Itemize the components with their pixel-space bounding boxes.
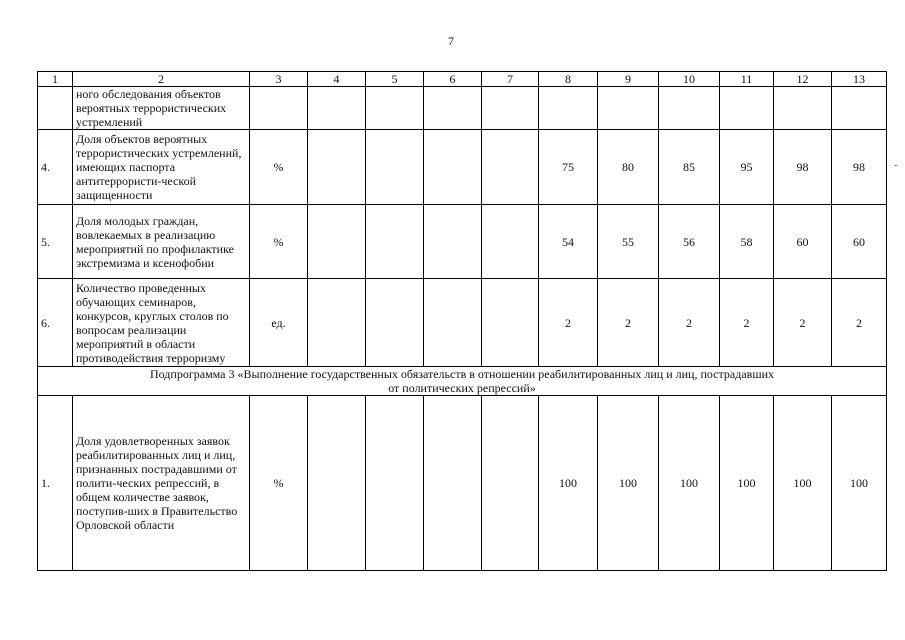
value-cell: 100 bbox=[539, 396, 598, 571]
col-header: 13 bbox=[832, 72, 887, 87]
col-header: 6 bbox=[424, 72, 482, 87]
col-header: 12 bbox=[774, 72, 832, 87]
value-cell: 75 bbox=[539, 130, 598, 205]
value-cell bbox=[482, 279, 539, 367]
row-number: 1. bbox=[38, 396, 73, 571]
table-row bbox=[38, 205, 887, 279]
unit-of-measure bbox=[250, 87, 308, 130]
indicator-name: Доля удовлетворенных заявок реабилитированных лиц и лиц, признанных пострадавшими от полити-ческих репрессий, в общем количестве заявок, поступив-ших в Правительство Орловской области bbox=[73, 396, 250, 571]
indicator-name: Количество проведенных обучающих семинаров, конкурсов, круглых столов по вопросам реализации мероприятий в области противодействия терроризму bbox=[73, 279, 250, 367]
col-header: 2 bbox=[73, 72, 250, 87]
indicator-name: Доля объектов вероятных террористических устремлений, имеющих паспорта антитеррористи-ческой защищенности bbox=[73, 130, 250, 205]
value-cell: 60 bbox=[774, 205, 832, 279]
unit-of-measure: % bbox=[250, 205, 308, 279]
value-cell bbox=[774, 87, 832, 130]
value-cell: 55 bbox=[598, 205, 659, 279]
value-cell bbox=[424, 87, 482, 130]
value-cell bbox=[366, 87, 424, 130]
value-cell bbox=[308, 396, 366, 571]
unit-of-measure: % bbox=[250, 130, 308, 205]
value-cell bbox=[539, 87, 598, 130]
col-header: 1 bbox=[38, 72, 73, 87]
col-header: 3 bbox=[250, 72, 308, 87]
col-header: 11 bbox=[720, 72, 774, 87]
table-row bbox=[38, 87, 887, 130]
value-cell: 80 bbox=[598, 130, 659, 205]
table-row bbox=[38, 279, 887, 367]
table-body-part2 bbox=[38, 396, 887, 571]
value-cell bbox=[366, 205, 424, 279]
subprogram-3-title bbox=[38, 367, 887, 396]
section-title-line1: Подпрограмма 3 «Выполнение государственных обязательств в отношении реабилитированных лиц и лиц, пострадавших bbox=[149, 367, 775, 381]
value-cell: 2 bbox=[832, 279, 887, 367]
value-cell bbox=[308, 87, 366, 130]
table-row bbox=[38, 130, 887, 205]
value-cell bbox=[308, 279, 366, 367]
value-cell bbox=[720, 87, 774, 130]
row-number: 4. bbox=[38, 130, 73, 205]
value-cell: 85 bbox=[659, 130, 720, 205]
table-row bbox=[38, 396, 887, 571]
value-cell bbox=[659, 87, 720, 130]
column-number-row bbox=[38, 72, 887, 87]
row-number: 6. bbox=[38, 279, 73, 367]
value-cell: 56 bbox=[659, 205, 720, 279]
col-header: 8 bbox=[539, 72, 598, 87]
value-cell: 2 bbox=[598, 279, 659, 367]
value-cell: 60 bbox=[832, 205, 887, 279]
value-cell: 54 bbox=[539, 205, 598, 279]
row-number bbox=[38, 87, 73, 130]
section-header-body bbox=[38, 367, 887, 396]
value-cell: 100 bbox=[720, 396, 774, 571]
value-cell: 2 bbox=[720, 279, 774, 367]
value-cell: 100 bbox=[598, 396, 659, 571]
value-cell bbox=[366, 279, 424, 367]
value-cell bbox=[308, 205, 366, 279]
table-body-part1 bbox=[38, 87, 887, 367]
value-cell: 100 bbox=[659, 396, 720, 571]
value-cell bbox=[424, 130, 482, 205]
value-cell: 2 bbox=[659, 279, 720, 367]
value-cell bbox=[366, 396, 424, 571]
value-cell bbox=[424, 279, 482, 367]
value-cell: 95 bbox=[720, 130, 774, 205]
value-cell: 100 bbox=[774, 396, 832, 571]
value-cell bbox=[832, 87, 887, 130]
indicator-name: ного обследования объектов вероятных террористических устремлений bbox=[73, 87, 250, 130]
section-row bbox=[38, 367, 887, 396]
col-header: 9 bbox=[598, 72, 659, 87]
value-cell bbox=[424, 396, 482, 571]
section-title-line2: от политических репрессий» bbox=[388, 381, 536, 395]
value-cell bbox=[482, 205, 539, 279]
col-header: 5 bbox=[366, 72, 424, 87]
value-cell: 58 bbox=[720, 205, 774, 279]
scan-mark: - bbox=[894, 160, 898, 171]
value-cell: 98 bbox=[832, 130, 887, 205]
col-header: 7 bbox=[482, 72, 539, 87]
value-cell bbox=[366, 130, 424, 205]
row-number: 5. bbox=[38, 205, 73, 279]
value-cell bbox=[482, 130, 539, 205]
value-cell bbox=[598, 87, 659, 130]
value-cell: 98 bbox=[774, 130, 832, 205]
value-cell bbox=[424, 205, 482, 279]
unit-of-measure: % bbox=[250, 396, 308, 571]
indicator-name: Доля молодых граждан, вовлекаемых в реализацию мероприятий по профилактике экстремизма и ксенофобии bbox=[73, 205, 250, 279]
value-cell: 2 bbox=[774, 279, 832, 367]
value-cell bbox=[308, 130, 366, 205]
page-number: 7 bbox=[448, 34, 454, 48]
value-cell bbox=[482, 396, 539, 571]
value-cell: 100 bbox=[832, 396, 887, 571]
col-header: 4 bbox=[308, 72, 366, 87]
unit-of-measure: ед. bbox=[250, 279, 308, 367]
col-header: 10 bbox=[659, 72, 720, 87]
indicators-table bbox=[37, 71, 887, 571]
value-cell: 2 bbox=[539, 279, 598, 367]
value-cell bbox=[482, 87, 539, 130]
